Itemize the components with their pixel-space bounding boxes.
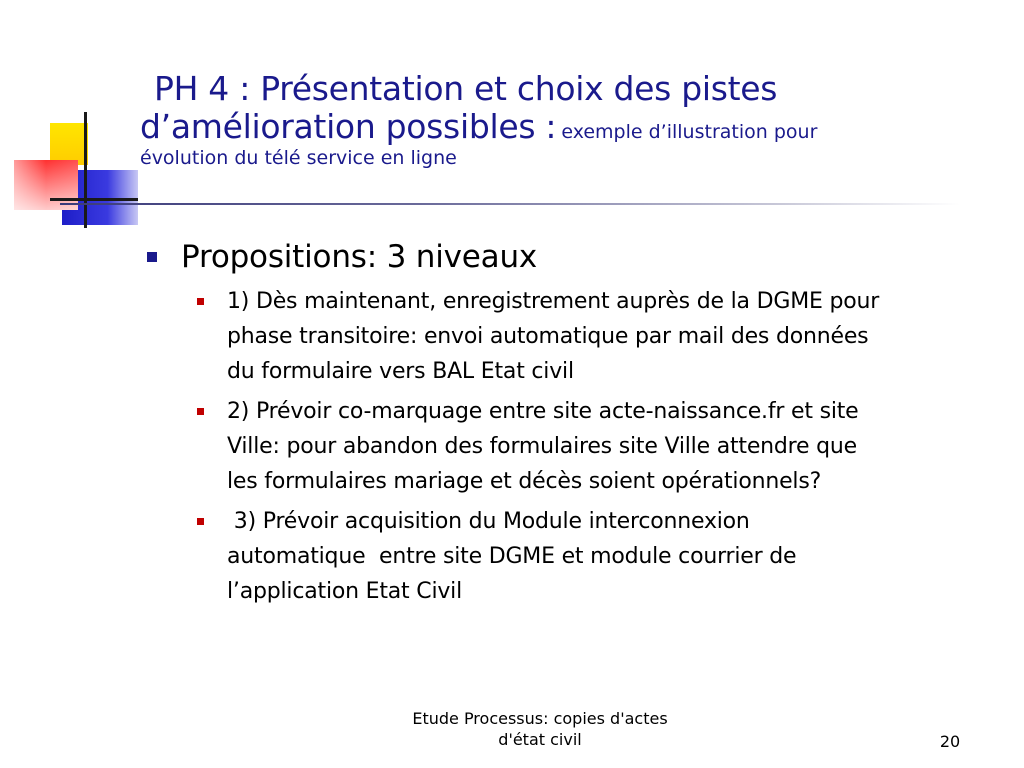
title-line-2: d’amélioration possibles :: [140, 107, 557, 146]
sub-bullet-line: phase transitoire: envoi automatique par mail des données: [227, 324, 869, 349]
square-bullet-icon: [197, 518, 204, 525]
sub-bullet-line: 2) Prévoir co-marquage entre site acte-naissance.fr et site: [227, 399, 859, 424]
sub-bullet-line: les formulaires mariage et décès soient opérationnels?: [227, 469, 822, 494]
sub-bullet-item: [191, 394, 995, 499]
bullet-heading-text: Propositions: 3 niveaux: [181, 239, 538, 275]
title-subtitle-line-2: évolution du télé service en ligne: [140, 147, 457, 169]
sub-bullet-line: automatique entre site DGME et module courrier de: [227, 544, 797, 569]
sub-bullet-line: 1) Dès maintenant, enregistrement auprès de la DGME pour: [227, 289, 880, 314]
title-line-1: PH 4 : Présentation et choix des pistes: [154, 69, 778, 108]
sub-bullet-line: l’application Etat Civil: [227, 579, 462, 604]
bullet-heading: [145, 236, 995, 278]
sub-bullet-list: [145, 284, 995, 609]
title-divider: [60, 203, 960, 205]
title-subtitle-inline: exemple d’illustration pour: [561, 121, 818, 143]
sub-bullet-line: du formulaire vers BAL Etat civil: [227, 359, 574, 384]
slide-body: [145, 236, 995, 614]
slide-title: [140, 70, 1000, 170]
sub-bullet-item: [191, 284, 995, 389]
page-number: 20: [939, 732, 961, 751]
square-bullet-icon: [147, 252, 157, 262]
footer-line-1: Etude Processus: copies d'actes: [412, 709, 668, 728]
sub-bullet-line: Ville: pour abandon des formulaires site Ville attendre que: [227, 434, 858, 459]
square-bullet-icon: [197, 408, 204, 415]
footer-line-2: d'état civil: [498, 730, 582, 749]
square-bullet-icon: [197, 298, 204, 305]
footer-text: [380, 708, 700, 750]
sub-bullet-item: [191, 504, 995, 609]
sub-bullet-line: 3) Prévoir acquisition du Module interconnexion: [227, 509, 750, 534]
